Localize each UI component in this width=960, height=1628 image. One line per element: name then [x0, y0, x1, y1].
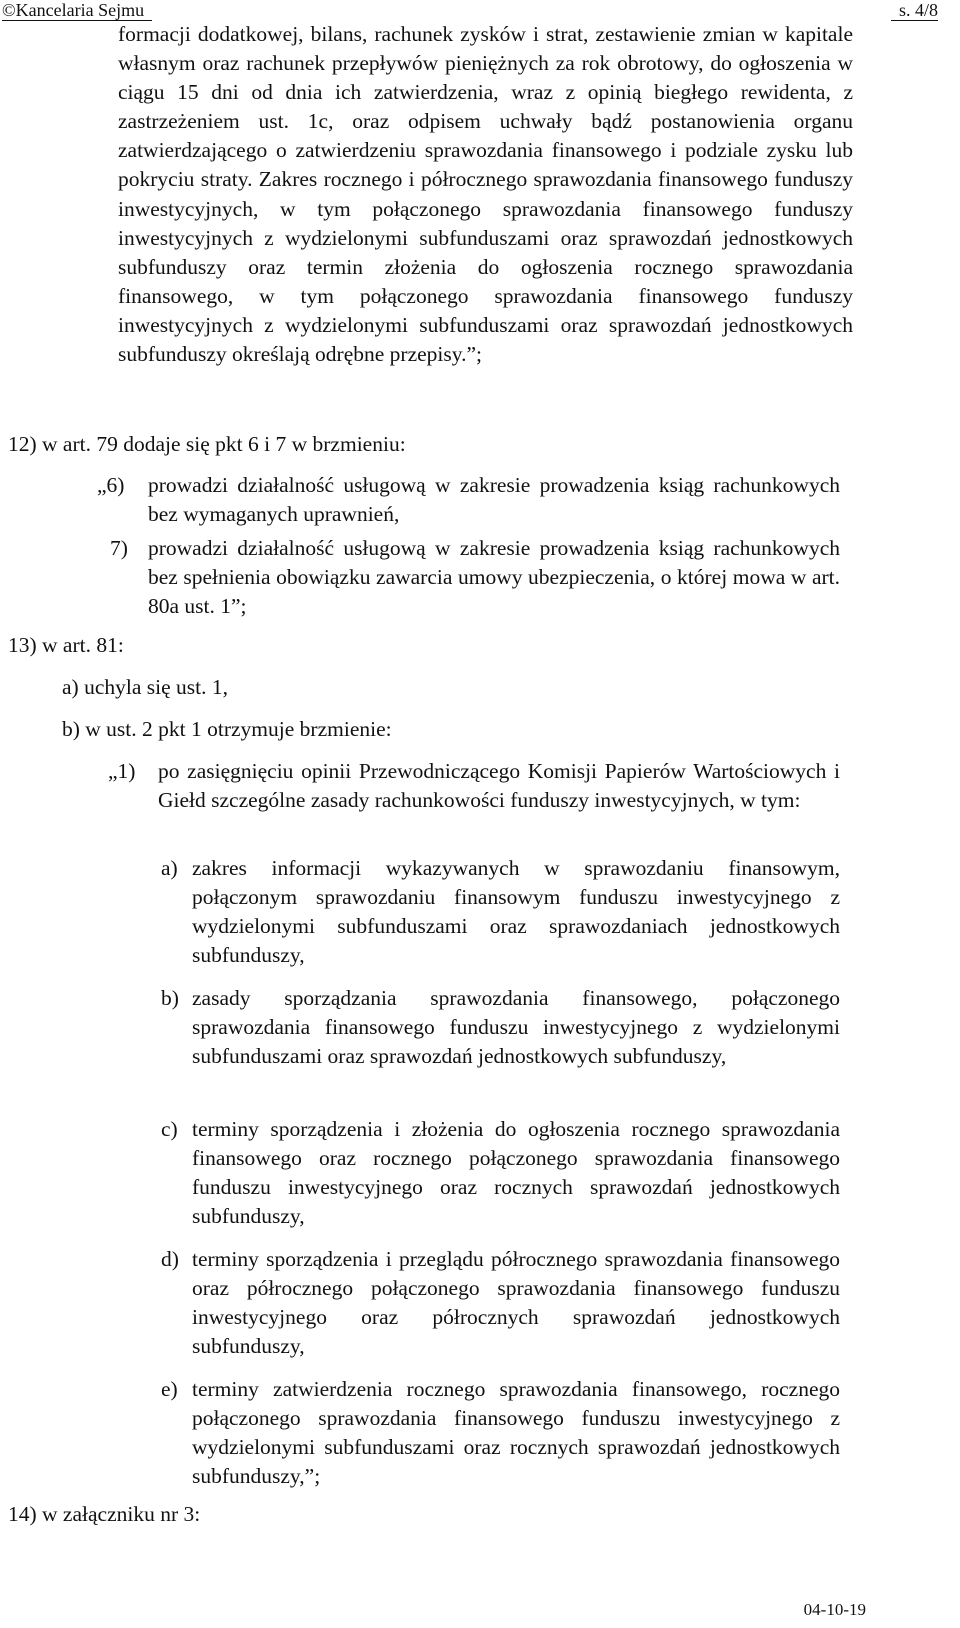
sub-item-b-text: zasady sporządzania sprawozdania finansowego, połączonego sprawozdania finansowego funduszu inwestycyjnego z wydzielonymi subfunduszami oraz sprawozdań jednostkowych subfunduszy, [192, 986, 840, 1069]
header-publisher: ©Kancelaria Sejmu [2, 0, 152, 21]
header-page-number: s. 4/8 [891, 0, 938, 21]
sub-item-c-label: c) [161, 1117, 178, 1141]
item-13-a: a) uchyla się ust. 1, [62, 675, 228, 699]
sub-item-d-label: d) [161, 1247, 179, 1271]
item-12-point-7-text: prowadzi działalność usługową w zakresie prowadzenia ksiąg rachunkowych bez spełnienia obowiązku zawarcia umowy ubezpieczenia, o której mowa w art. 80a ust. 1”; [148, 536, 840, 619]
sub-item-b-label: b) [161, 986, 179, 1010]
paragraph-continuation: formacji dodatkowej, bilans, rachunek zysków i strat, zestawienie zmian w kapitale własnym oraz rachunek przepływów pieniężnych za rok obrotowy, do ogłoszenia w ciągu 15 dni od dnia ich zatwierdzenia, wraz z opinią biegłego rewidenta, z zastrzeżeniem ust. 1c, oraz odpisem uchwały bądź postanowienia organu zatwierdzającego o zatwierdzeniu sprawozdania finansowego i podziale zysku lub pokryciu straty. Zakres rocznego i półrocznego sprawozdania finansowego funduszy inwestycyjnych, w tym połączonego sprawozdania finansowego funduszy inwestycyjnych z wydzielonymi subfunduszami oraz sprawozdań jednostkowych subfunduszy oraz termin złożenia do ogłoszenia rocznego sprawozdania finansowego, w tym połączonego sprawozdania finansowego funduszy inwestycyjnych z wydzielonymi subfunduszami oraz sprawozdań jednostkowych subfunduszy określają odrębne przepisy.”; [118, 22, 853, 367]
item-14: 14) w załączniku nr 3: [8, 1502, 201, 1526]
item-12-point-7-label: 7) [110, 536, 128, 560]
item-12: 12) w art. 79 dodaje się pkt 6 i 7 w brzmieniu: [8, 432, 406, 456]
sub-item-a-label: a) [161, 856, 178, 880]
sub-item-a-text: zakres informacji wykazywanych w sprawozdaniu finansowym, połączonym sprawozdaniu finansowym funduszu inwestycyjnego z wydzielonymi subfunduszami oraz sprawozdaniach jednostkowych subfunduszy, [192, 856, 840, 968]
sub-item-e-text: terminy zatwierdzenia rocznego sprawozdania finansowego, rocznego połączonego sprawozdania finansowego funduszu inwestycyjnego z wydzielonymi subfunduszami oraz rocznych sprawozdań jednostkowych subfunduszy,”; [192, 1377, 840, 1489]
item-13-b: b) w ust. 2 pkt 1 otrzymuje brzmienie: [62, 717, 392, 741]
sub-item-d-text: terminy sporządzenia i przeglądu półrocznego sprawozdania finansowego oraz półrocznego połączonego sprawozdania finansowego funduszu inwestycyjnego oraz półrocznych sprawozdań jednostkowych subfunduszy, [192, 1247, 840, 1359]
footer-date: 04-10-19 [803, 1600, 866, 1619]
page-header [0, 0, 960, 22]
item-12-point-6-label: „6) [97, 473, 125, 497]
sub-item-c-text: terminy sporządzenia i złożenia do ogłoszenia rocznego sprawozdania finansowego oraz rocznego połączonego sprawozdania finansowego funduszu inwestycyjnego oraz rocznych sprawozdań jednostkowych subfunduszy, [192, 1117, 840, 1229]
item-13-b-point-1-text: po zasięgnięciu opinii Przewodniczącego Komisji Papierów Wartościowych i Giełd szczególne zasady rachunkowości funduszy inwestycyjnych, w tym: [158, 759, 840, 813]
item-13-b-point-1-label: „1) [108, 759, 136, 783]
item-13: 13) w art. 81: [8, 633, 124, 657]
sub-item-e-label: e) [161, 1377, 178, 1401]
item-12-point-6-text: prowadzi działalność usługową w zakresie prowadzenia ksiąg rachunkowych bez wymaganych uprawnień, [148, 473, 840, 527]
